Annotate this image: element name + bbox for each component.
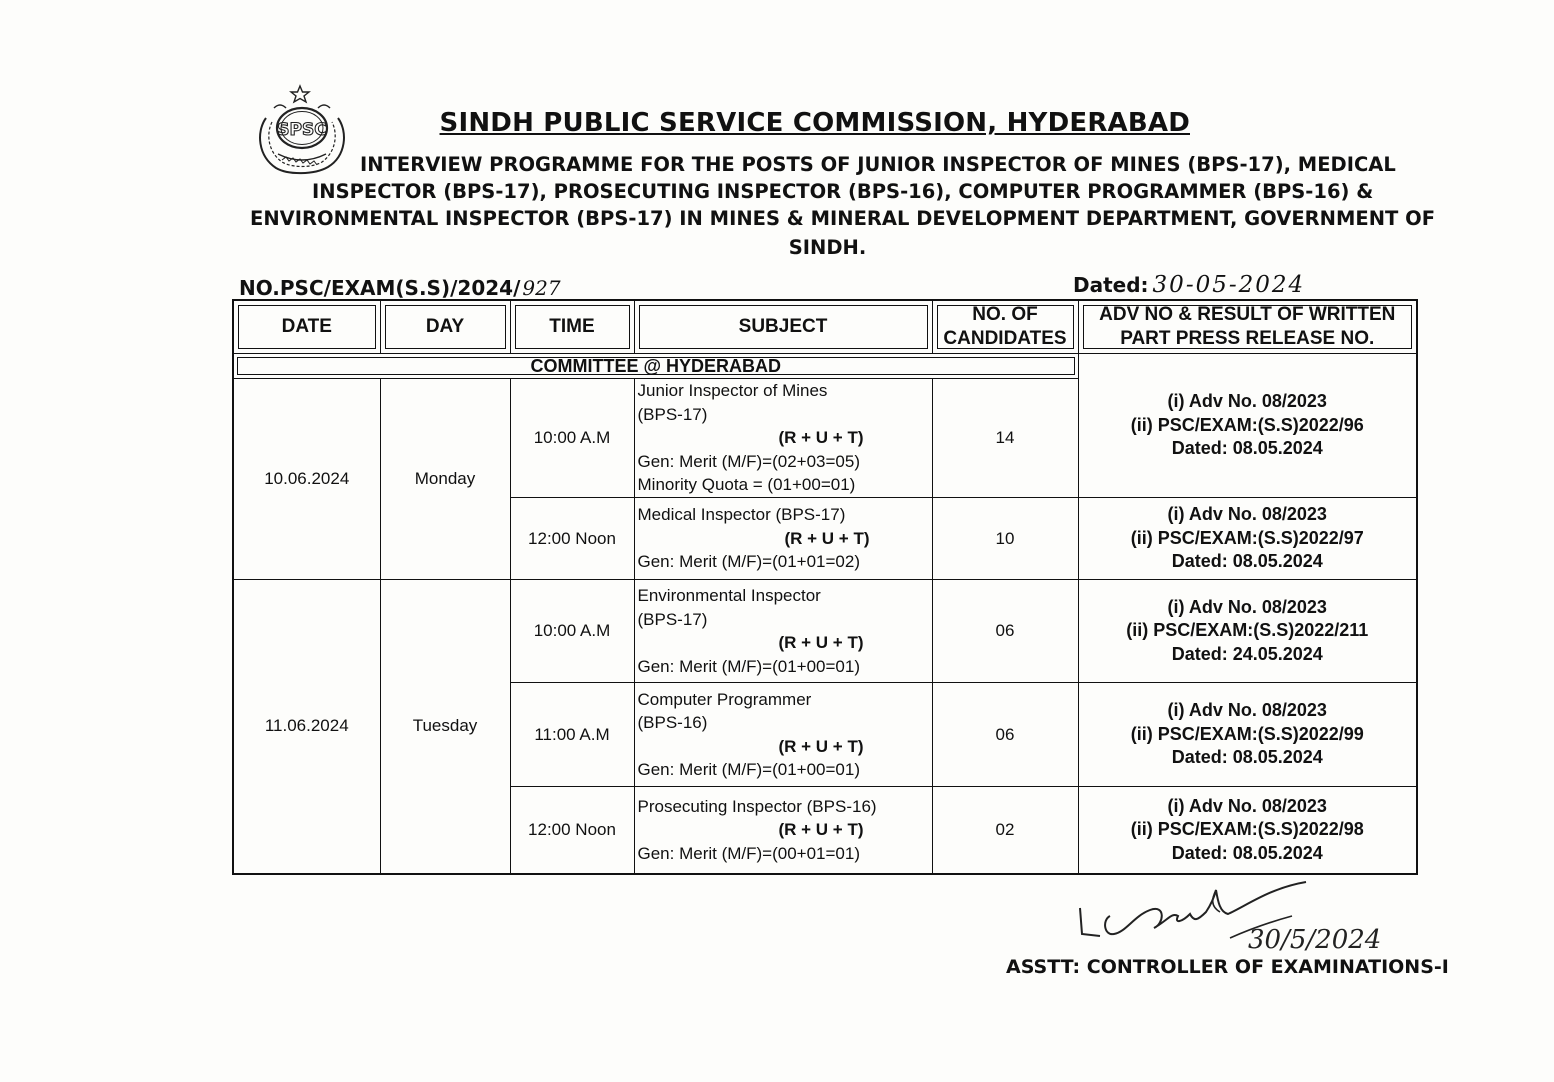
adv-cell: (i) Adv No. 08/2023 (ii) PSC/EXAM:(S.S)2022/97 Dated: 08.05.2024 <box>1078 498 1417 580</box>
candidates-cell: 10 <box>932 498 1078 580</box>
date-cell: 10.06.2024 <box>233 379 380 580</box>
adv-cell: (i) Adv No. 08/2023 (ii) PSC/EXAM:(S.S)2022/96 Dated: 08.05.2024 <box>1078 354 1417 498</box>
date-cell: 11.06.2024 <box>233 580 380 874</box>
subject-cell: Medical Inspector (BPS-17) (R + U + T) Gen: Merit (M/F)=(01+01=02) <box>634 498 932 580</box>
interview-schedule-table <box>232 299 1418 875</box>
dated-label: Dated: <box>1073 273 1149 297</box>
adv-cell: (i) Adv No. 08/2023 (ii) PSC/EXAM:(S.S)2022/99 Dated: 08.05.2024 <box>1078 683 1417 787</box>
col-subject: SUBJECT <box>634 300 932 354</box>
candidates-cell: 02 <box>932 787 1078 874</box>
candidates-cell: 14 <box>932 379 1078 498</box>
day-cell: Tuesday <box>380 580 510 874</box>
designation: ASSTT: CONTROLLER OF EXAMINATIONS-I <box>1006 956 1449 978</box>
col-day: DAY <box>380 300 510 354</box>
reference-handwritten: 927 <box>522 276 561 300</box>
svg-text:SPSC: SPSC <box>277 120 327 140</box>
candidates-cell: 06 <box>932 580 1078 683</box>
candidates-cell: 06 <box>932 683 1078 787</box>
day-cell: Monday <box>380 379 510 580</box>
adv-cell: (i) Adv No. 08/2023 (ii) PSC/EXAM:(S.S)2022/98 Dated: 08.05.2024 <box>1078 787 1417 874</box>
subject-cell: Environmental Inspector (BPS-17) (R + U + T) Gen: Merit (M/F)=(01+00=01) <box>634 580 932 683</box>
time-cell: 12:00 Noon <box>510 787 634 874</box>
programme-line-3: ENVIRONMENTAL INSPECTOR (BPS-17) IN MINES & MINERAL DEVELOPMENT DEPARTMENT, GOVERNMENT OF <box>250 207 1436 230</box>
subject-cell: Computer Programmer (BPS-16) (R + U + T) Gen: Merit (M/F)=(01+00=01) <box>634 683 932 787</box>
subject-cell: Prosecuting Inspector (BPS-16) (R + U + T) Gen: Merit (M/F)=(00+01=01) <box>634 787 932 874</box>
programme-line-1: INTERVIEW PROGRAMME FOR THE POSTS OF JUNIOR INSPECTOR OF MINES (BPS-17), MEDICAL <box>360 153 1396 176</box>
reference-label: NO.PSC/EXAM(S.S)/2024/ <box>239 276 521 300</box>
svg-text:30/5/2024: 30/5/2024 <box>1248 925 1382 955</box>
col-candidates: NO. OF CANDIDATES <box>932 300 1078 354</box>
col-date: DATE <box>233 300 380 354</box>
header-row <box>233 300 1417 354</box>
time-cell: 10:00 A.M <box>510 379 634 498</box>
committee-row <box>233 354 1417 379</box>
col-adv: ADV NO & RESULT OF WRITTEN PART PRESS RELEASE NO. <box>1078 300 1417 354</box>
adv-cell: (i) Adv No. 08/2023 (ii) PSC/EXAM:(S.S)2022/211 Dated: 24.05.2024 <box>1078 580 1417 683</box>
col-time: TIME <box>510 300 634 354</box>
programme-line-2: INSPECTOR (BPS-17), PROSECUTING INSPECTOR (BPS-16), COMPUTER PROGRAMMER (BPS-16) & <box>312 180 1374 203</box>
dated-handwritten: 30-05-2024 <box>1152 272 1306 298</box>
table-row <box>233 580 1417 683</box>
signature <box>1070 876 1390 956</box>
reference-number <box>239 276 561 300</box>
time-cell: 12:00 Noon <box>510 498 634 580</box>
time-cell: 11:00 A.M <box>510 683 634 787</box>
programme-line-4: SINDH. <box>788 236 867 259</box>
organization-title: SINDH PUBLIC SERVICE COMMISSION, HYDERABAD <box>439 108 1190 138</box>
spsc-logo <box>252 84 356 176</box>
dated <box>1073 272 1305 298</box>
time-cell: 10:00 A.M <box>510 580 634 683</box>
subject-cell: Junior Inspector of Mines (BPS-17) (R + U + T) Gen: Merit (M/F)=(02+03=05) Minority Quota = (01+00=01) <box>634 379 932 498</box>
committee-label: COMMITTEE @ HYDERABAD <box>233 354 1078 379</box>
